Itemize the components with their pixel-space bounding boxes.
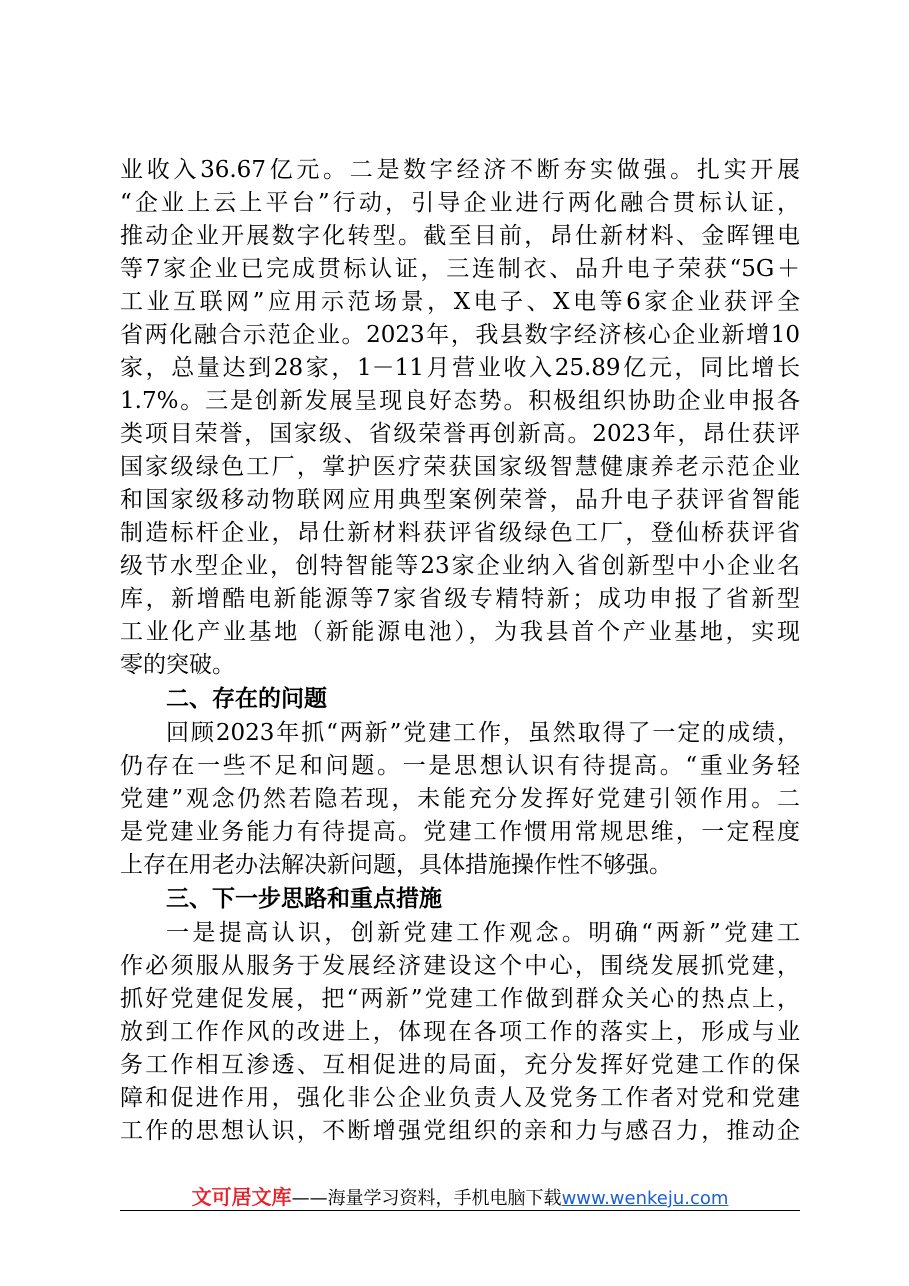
footer-divider (120, 1210, 800, 1211)
body-line: 抓好党建促发展，把“两新”党建工作做到群众关心的热点上， (120, 986, 800, 1012)
body-line: 和国家级移动物联网应用典型案例荣誉，品升电子获评省智能 (120, 487, 800, 513)
body-line: 等7家企业已完成贯标认证，三连制衣、品升电子荣获“5G＋ (120, 256, 800, 282)
body-line: 放到工作作风的改进上，体现在各项工作的落实上，形成与业 (120, 1019, 800, 1045)
body-line: 家，总量达到28家，1－11月营业收入25.89亿元，同比增长 (120, 355, 800, 381)
body-line: 1.7%。三是创新发展呈现良好态势。积极组织协助企业申报各 (120, 388, 800, 414)
section-heading-next-steps: 三、下一步思路和重点措施 (166, 886, 442, 912)
body-line: 国家级绿色工厂，掌护医疗荣获国家级智慧健康养老示范企业 (120, 454, 800, 480)
body-line: 作必须服从服务于发展经济建设这个中心，围绕发展抓党建， (120, 953, 800, 979)
body-line: 上存在用老办法解决新问题，具体措施操作性不够强。 (120, 852, 672, 878)
body-line: 党建”观念仍然若隐若现，未能充分发挥好党建引领作用。二 (120, 786, 800, 812)
body-line: 推动企业开展数字化转型。截至目前，昂仕新材料、金晖锂电 (120, 223, 800, 249)
body-line: 级节水型企业，创特智能等23家企业纳入省创新型中小企业名 (120, 553, 800, 579)
body-line: 是党建业务能力有待提高。党建工作惯用常规思维，一定程度 (120, 819, 800, 845)
body-line: 仍存在一些不足和问题。一是思想认识有待提高。“重业务轻 (120, 753, 800, 779)
body-line: 零的突破。 (120, 652, 235, 678)
footer-brand: 文可居文库 (191, 1185, 292, 1209)
page-footer (120, 1183, 800, 1211)
body-line: 障和促进作用，强化非公企业负责人及党务工作者对党和党建 (120, 1085, 800, 1111)
paragraph-first-line: 一是提高认识，创新党建工作观念。明确“两新”党建工 (166, 920, 800, 946)
body-line: 务工作相互渗透、互相促进的局面，充分发挥好党建工作的保 (120, 1052, 800, 1078)
body-line: 工业化产业基地（新能源电池），为我县首个产业基地，实现 (120, 619, 800, 645)
body-line: 业收入36.67亿元。二是数字经济不断夯实做强。扎实开展 (120, 157, 800, 183)
section-heading-problems: 二、存在的问题 (166, 686, 327, 712)
body-line: 库，新增酷电新能源等7家省级专精特新；成功申报了省新型 (120, 586, 800, 612)
body-line: 省两化融合示范企业。2023年，我县数字经济核心企业新增10 (120, 322, 800, 348)
paragraph-first-line: 回顾2023年抓“两新”党建工作，虽然取得了一定的成绩， (166, 720, 800, 746)
body-line: 工业互联网”应用示范场景，X电子、X电等6家企业获评全 (120, 289, 800, 315)
body-line: 类项目荣誉，国家级、省级荣誉再创新高。2023年，昂仕获评 (120, 421, 800, 447)
body-line: 工作的思想认识，不断增强党组织的亲和力与感召力，推动企 (120, 1118, 800, 1144)
footer-tagline: ——海量学习资料，手机电脑下载 (291, 1188, 562, 1209)
body-line: 制造标杆企业，昂仕新材料获评省级绿色工厂，登仙桥获评省 (120, 520, 800, 546)
footer-url-link[interactable]: www.wenkeju.com (561, 1188, 729, 1209)
body-line: “企业上云上平台”行动，引导企业进行两化融合贯标认证， (120, 190, 800, 216)
